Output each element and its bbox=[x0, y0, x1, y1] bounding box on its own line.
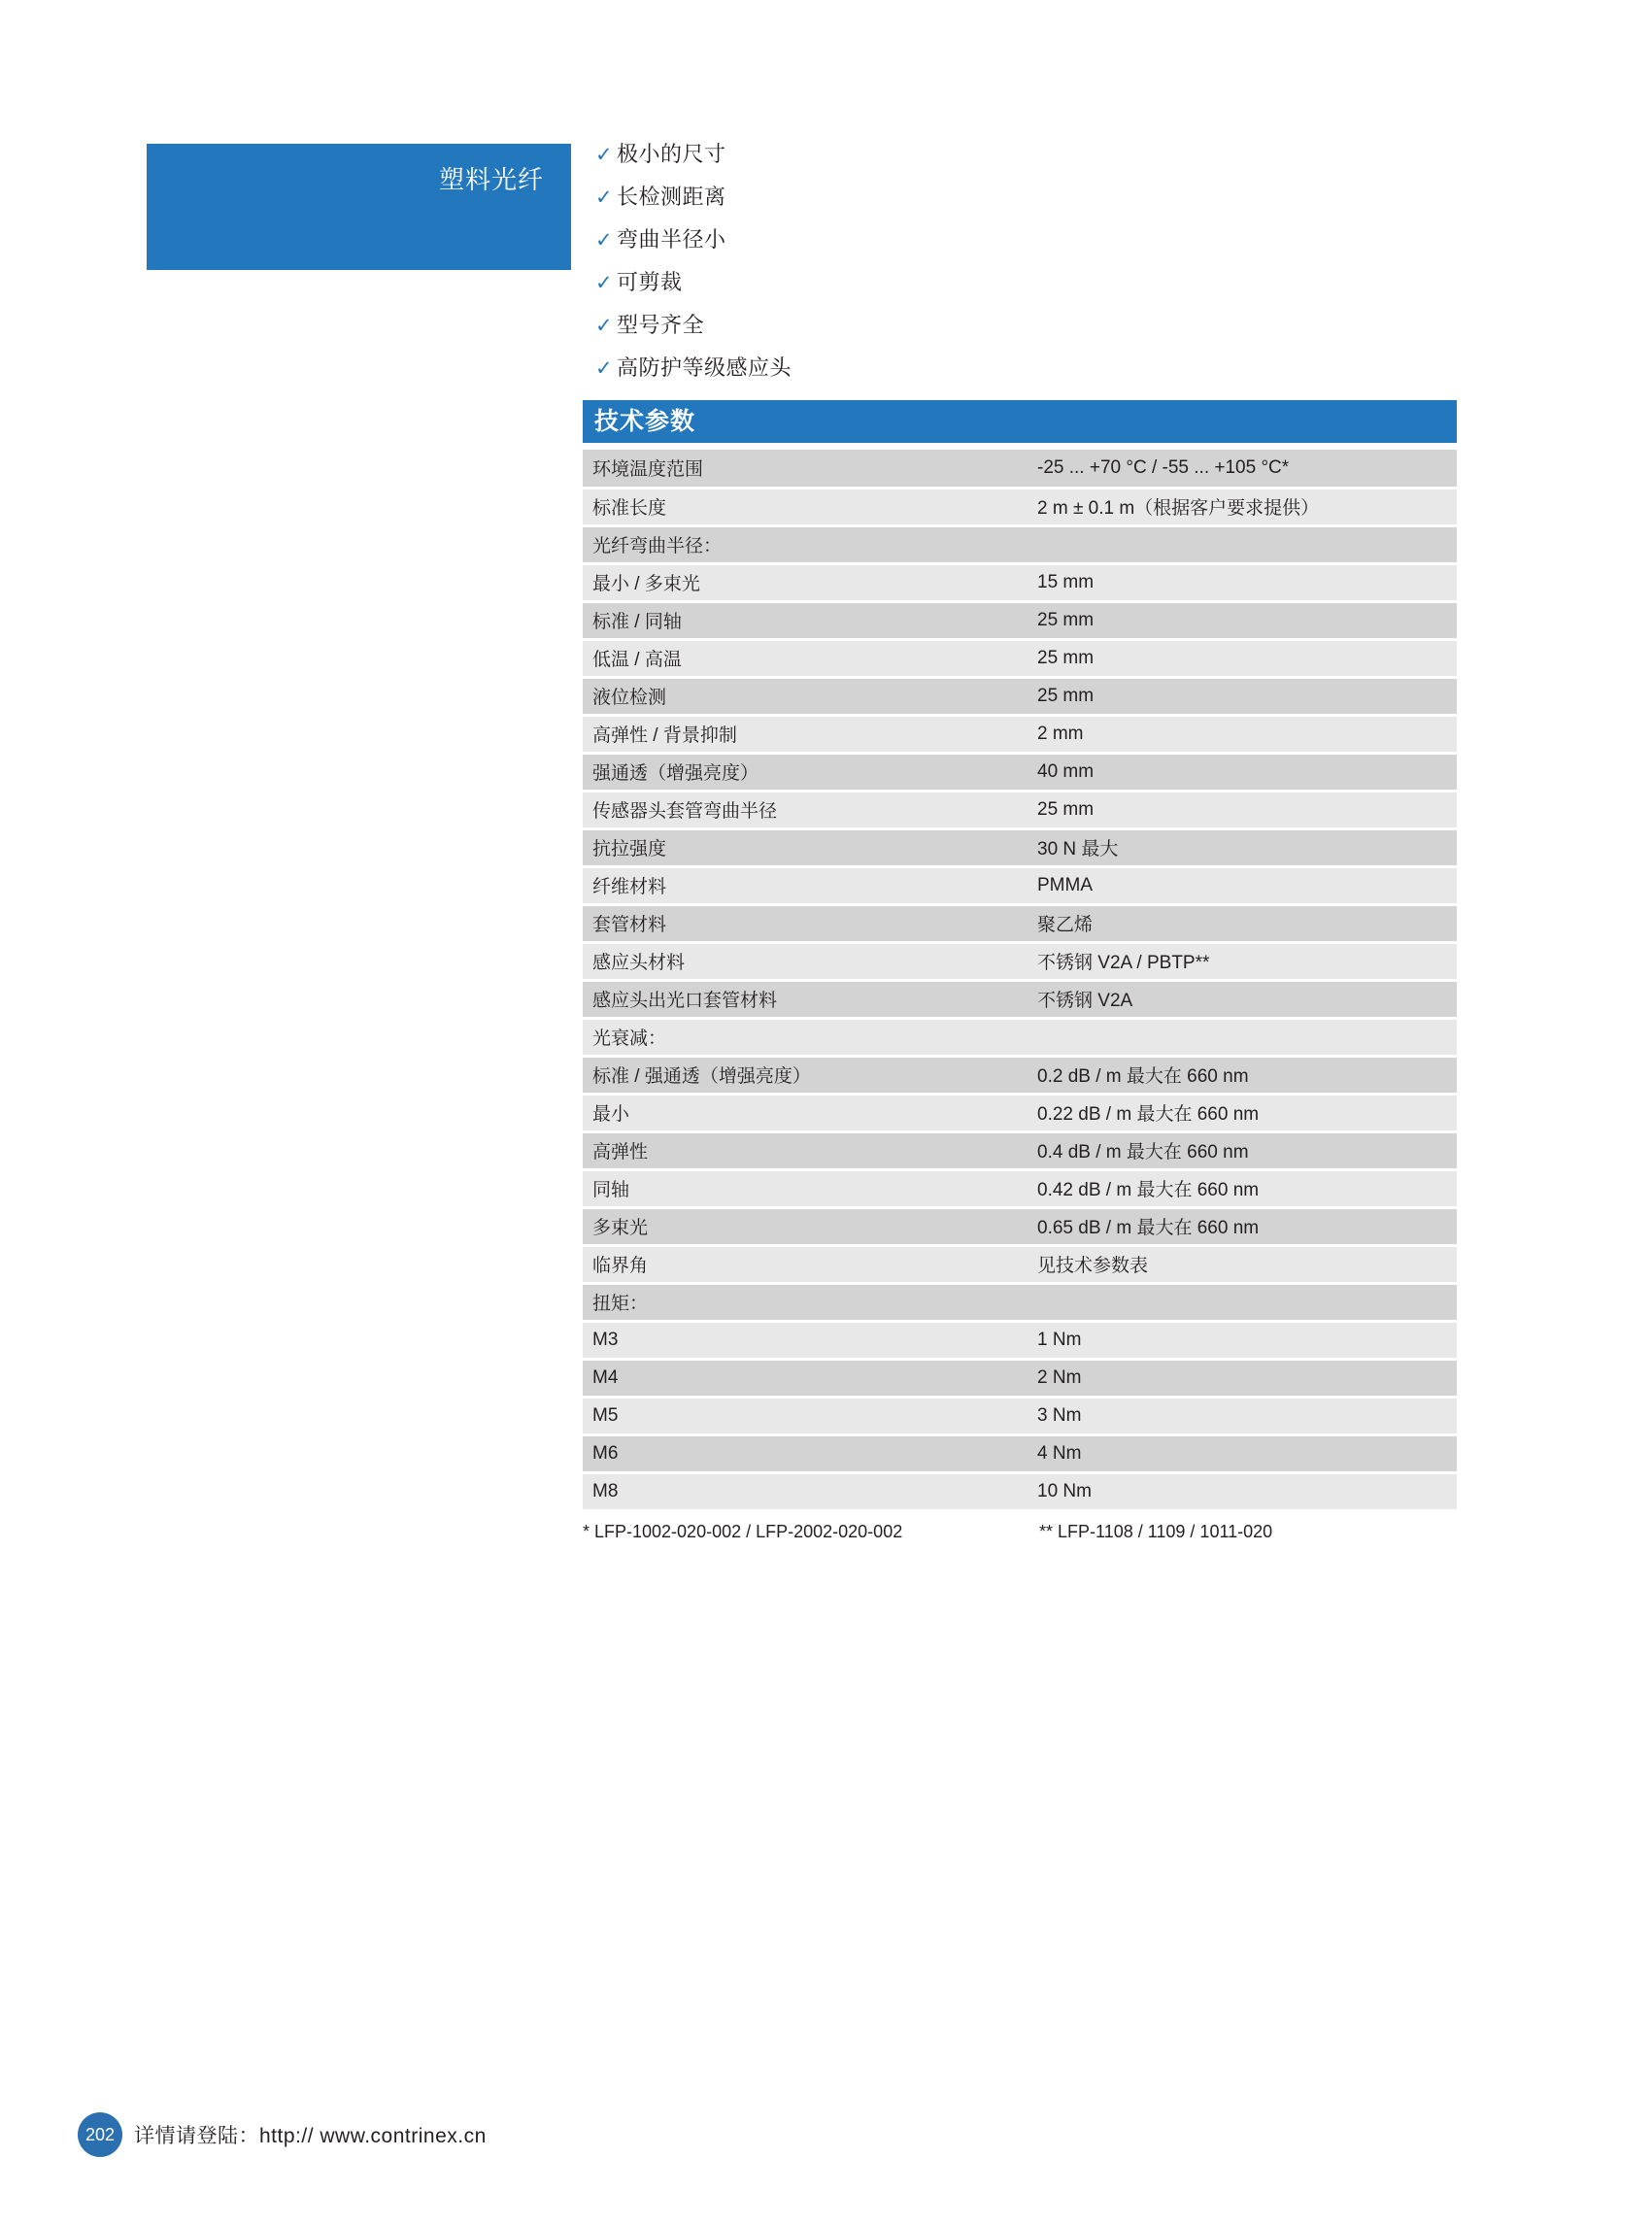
table-row bbox=[583, 1245, 1457, 1283]
table-cell-label: 高弹性 bbox=[583, 1131, 1028, 1169]
table-cell-label: M6 bbox=[583, 1434, 1028, 1472]
table-row bbox=[583, 1018, 1457, 1056]
technical-data-header: 技术参数 bbox=[583, 400, 1457, 443]
table-row bbox=[583, 980, 1457, 1018]
table-cell-value: 见技术参数表 bbox=[1028, 1245, 1457, 1283]
table-cell-value: -25 ... +70 °C / -55 ... +105 °C* bbox=[1028, 450, 1457, 488]
feature-label: 弯曲半径小 bbox=[617, 227, 726, 252]
table-cell-value bbox=[1028, 1283, 1457, 1321]
table-row bbox=[583, 1321, 1457, 1359]
table-cell-value: 0.42 dB / m 最大在 660 nm bbox=[1028, 1169, 1457, 1207]
table-cell-label: 液位检测 bbox=[583, 677, 1028, 715]
table-cell-label: 强通透（增强亮度） bbox=[583, 753, 1028, 791]
table-row bbox=[583, 1283, 1457, 1321]
check-icon: ✓ bbox=[595, 229, 613, 252]
check-icon: ✓ bbox=[595, 144, 613, 166]
table-cell-label: 扭矩： bbox=[583, 1283, 1028, 1321]
table-cell-value: 15 mm bbox=[1028, 563, 1457, 601]
table-cell-value: 不锈钢 V2A / PBTP** bbox=[1028, 942, 1457, 980]
check-icon: ✓ bbox=[595, 186, 613, 209]
table-row bbox=[583, 1169, 1457, 1207]
footer-url-text: 详情请登陆：http:// www.contrinex.cn bbox=[134, 2125, 487, 2147]
table-cell-value: 聚乙烯 bbox=[1028, 904, 1457, 942]
table-row bbox=[583, 639, 1457, 677]
table-cell-value: 3 Nm bbox=[1028, 1397, 1457, 1434]
feature-label: 可剪裁 bbox=[617, 270, 683, 294]
table-cell-value: 25 mm bbox=[1028, 677, 1457, 715]
table-row bbox=[583, 753, 1457, 791]
table-cell-value bbox=[1028, 1018, 1457, 1056]
table-row bbox=[583, 828, 1457, 866]
feature-list bbox=[595, 138, 1139, 394]
page-number-badge: 202 bbox=[78, 2112, 122, 2157]
technical-data-table bbox=[583, 450, 1457, 1512]
table-cell-label: 纤维材料 bbox=[583, 866, 1028, 904]
feature-label: 极小的尺寸 bbox=[617, 142, 726, 166]
table-cell-label: 高弹性 / 背景抑制 bbox=[583, 715, 1028, 753]
table-row bbox=[583, 791, 1457, 828]
table-row bbox=[583, 601, 1457, 639]
feature-label: 高防护等级感应头 bbox=[617, 355, 792, 380]
table-cell-label: 低温 / 高温 bbox=[583, 639, 1028, 677]
table-cell-label: M4 bbox=[583, 1359, 1028, 1397]
feature-label: 型号齐全 bbox=[617, 313, 705, 337]
table-row bbox=[583, 488, 1457, 525]
feature-item bbox=[595, 266, 1139, 309]
feature-item bbox=[595, 352, 1139, 394]
table-cell-label: 套管材料 bbox=[583, 904, 1028, 942]
table-cell-value: 25 mm bbox=[1028, 791, 1457, 828]
table-cell-value bbox=[1028, 525, 1457, 563]
table-cell-label: 多束光 bbox=[583, 1207, 1028, 1245]
page-title: 塑料光纤 bbox=[438, 165, 544, 194]
table-row bbox=[583, 1207, 1457, 1245]
table-cell-label: 光纤弯曲半径： bbox=[583, 525, 1028, 563]
product-title-box bbox=[147, 144, 571, 270]
table-cell-value: PMMA bbox=[1028, 866, 1457, 904]
table-cell-label: 传感器头套管弯曲半径 bbox=[583, 791, 1028, 828]
table-cell-label: 标准 / 强通透（增强亮度） bbox=[583, 1056, 1028, 1094]
table-cell-value: 25 mm bbox=[1028, 601, 1457, 639]
table-cell-value: 10 Nm bbox=[1028, 1472, 1457, 1510]
table-row bbox=[583, 942, 1457, 980]
table-cell-label: 标准长度 bbox=[583, 488, 1028, 525]
check-icon: ✓ bbox=[595, 315, 613, 337]
table-cell-value: 4 Nm bbox=[1028, 1434, 1457, 1472]
table-row bbox=[583, 904, 1457, 942]
table-cell-value: 2 mm bbox=[1028, 715, 1457, 753]
table-cell-value: 30 N 最大 bbox=[1028, 828, 1457, 866]
table-cell-value: 0.22 dB / m 最大在 660 nm bbox=[1028, 1094, 1457, 1131]
table-cell-value: 0.2 dB / m 最大在 660 nm bbox=[1028, 1056, 1457, 1094]
page-footer bbox=[78, 2112, 758, 2157]
table-cell-label: M3 bbox=[583, 1321, 1028, 1359]
table-row bbox=[583, 1094, 1457, 1131]
table-row bbox=[583, 866, 1457, 904]
table-row bbox=[583, 1472, 1457, 1510]
table-row bbox=[583, 1056, 1457, 1094]
table-row bbox=[583, 525, 1457, 563]
table-cell-label: 同轴 bbox=[583, 1169, 1028, 1207]
feature-item bbox=[595, 138, 1139, 181]
table-cell-label: M5 bbox=[583, 1397, 1028, 1434]
feature-label: 长检测距离 bbox=[617, 185, 726, 209]
table-row bbox=[583, 563, 1457, 601]
table-cell-value: 25 mm bbox=[1028, 639, 1457, 677]
feature-item bbox=[595, 181, 1139, 223]
check-icon: ✓ bbox=[595, 357, 613, 380]
footnote-asterisk: * LFP-1002-020-002 / LFP-2002-020-002 bbox=[583, 1522, 903, 1541]
check-icon: ✓ bbox=[595, 272, 613, 294]
table-cell-value: 1 Nm bbox=[1028, 1321, 1457, 1359]
footnote-double-asterisk: ** LFP-1108 / 1109 / 1011-020 bbox=[1039, 1522, 1273, 1541]
technical-data-section bbox=[583, 400, 1457, 1512]
table-cell-value: 不锈钢 V2A bbox=[1028, 980, 1457, 1018]
table-row bbox=[583, 1397, 1457, 1434]
table-cell-label: M8 bbox=[583, 1472, 1028, 1510]
table-cell-label: 感应头材料 bbox=[583, 942, 1028, 980]
table-cell-label: 环境温度范围 bbox=[583, 450, 1028, 488]
table-cell-label: 抗拉强度 bbox=[583, 828, 1028, 866]
table-row bbox=[583, 1131, 1457, 1169]
table-cell-label: 感应头出光口套管材料 bbox=[583, 980, 1028, 1018]
table-cell-value: 0.4 dB / m 最大在 660 nm bbox=[1028, 1131, 1457, 1169]
table-cell-label: 最小 / 多束光 bbox=[583, 563, 1028, 601]
table-row bbox=[583, 1359, 1457, 1397]
table-cell-value: 2 Nm bbox=[1028, 1359, 1457, 1397]
footnotes bbox=[583, 1522, 1457, 1542]
table-cell-label: 标准 / 同轴 bbox=[583, 601, 1028, 639]
feature-item bbox=[595, 309, 1139, 352]
table-row bbox=[583, 677, 1457, 715]
table-cell-label: 最小 bbox=[583, 1094, 1028, 1131]
table-row bbox=[583, 715, 1457, 753]
table-cell-label: 光衰减： bbox=[583, 1018, 1028, 1056]
table-cell-value: 40 mm bbox=[1028, 753, 1457, 791]
table-cell-value: 0.65 dB / m 最大在 660 nm bbox=[1028, 1207, 1457, 1245]
table-cell-value: 2 m ± 0.1 m（根据客户要求提供） bbox=[1028, 488, 1457, 525]
feature-item bbox=[595, 223, 1139, 266]
table-row bbox=[583, 1434, 1457, 1472]
table-row bbox=[583, 450, 1457, 488]
table-cell-label: 临界角 bbox=[583, 1245, 1028, 1283]
